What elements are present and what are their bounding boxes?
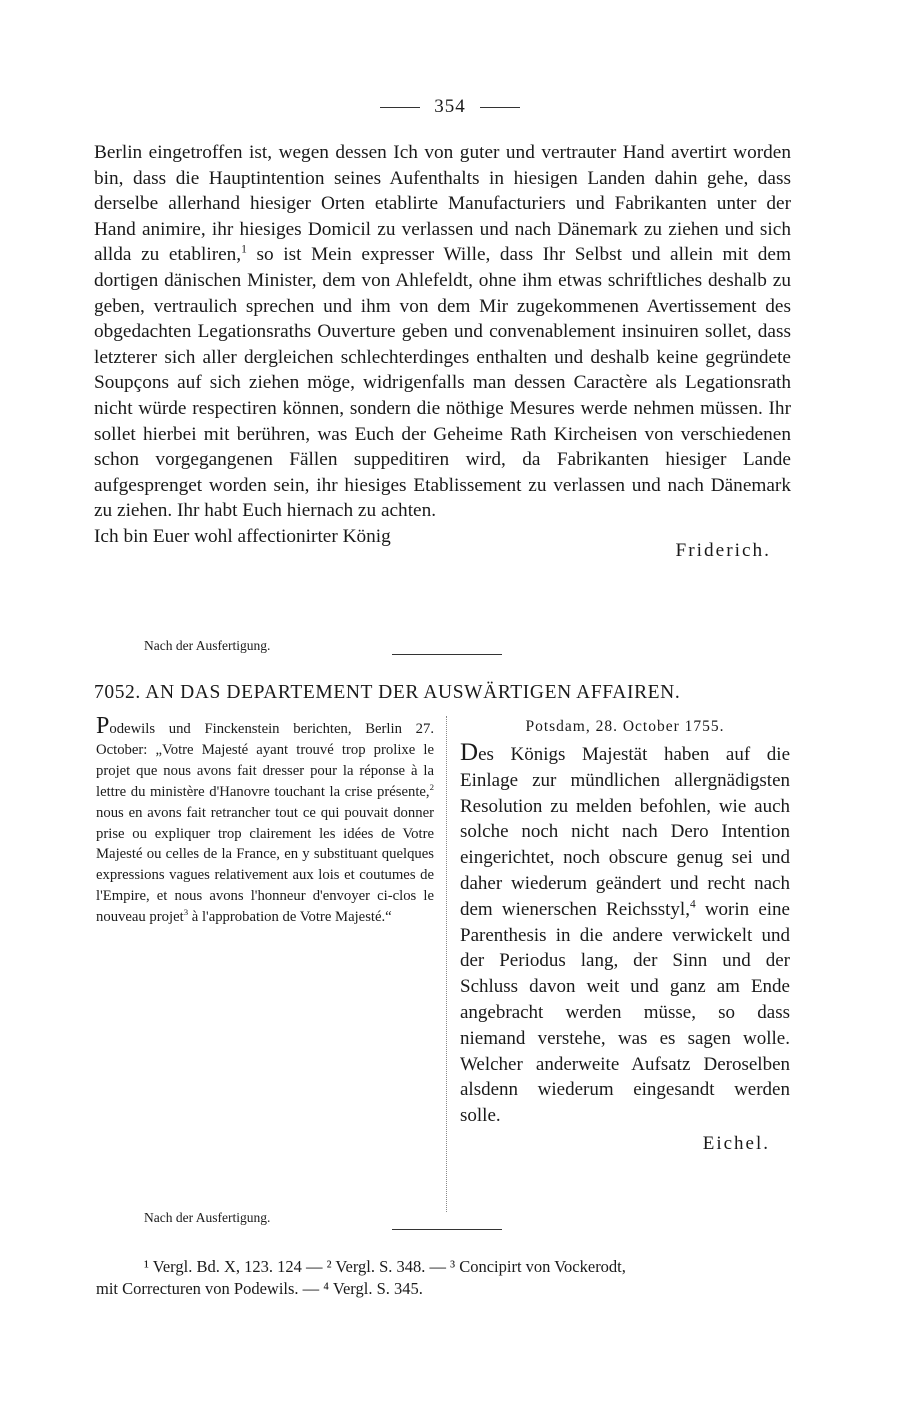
source-note-1: Nach der Ausfertigung.	[144, 638, 271, 653]
letter-paragraph	[94, 140, 791, 524]
header-rule-right	[480, 107, 520, 108]
left-text-a: odewils und Finckenstein berichten, Berlin 27. October: „Votre Majesté ayant trouvé trop prolixe le projet que nous avons fait dresser pour la réponse à la lettre du ministère d'Hanovre touchant la crise présente,	[96, 721, 434, 800]
column-divider	[446, 716, 447, 1212]
letter-text-b: so ist Mein expresser Wille, dass Ihr Selbst und allein mit dem dortigen dänischen Minister, dem von Ahlefeldt, ohne ihm etwas schriftliches deshalb zu geben, vertraulich sprechen und ihm von dem Mir zugekommenen Avertissement des obgedachten Legationsraths Ouverture geben und convenablement insinuiren sollet, dass letzterer sich aller dergleichen schlechterdinges enthalten und deshalb keine gegründete Soupçons auf sich ziehen möge, widrigenfalls man dessen Caractère als Legationsrath nicht würde respectiren können, sondern die nöthige Mesures werde nehmen müssen. Ihr sollet hierbei mit berühren, was Euch der Geheime Rath Kircheisen von verschiedenen schon vorgegangenen Fällen suppeditiren wird, da Fabrikanten hiesiger Lande aufgesprenget worden sein, ihr hiesiges Etablissement zu verlassen und nach Dänemark zu ziehen. Ihr habt Euch hiernach zu achten.	[94, 244, 791, 522]
page-number: 354	[434, 96, 466, 117]
letter-text-a: Berlin eingetroffen ist, wegen dessen Ich von guter und vertrauter Hand avertirt worden bin, dass die Hauptintention seines Aufenthalts in hiesigen Landen dahin gehe, dass derselbe allerhand hiesiger Orten etablirte Manufacturiers und Fabrikanten unter der Hand animire, ihr hiesiges Domicil zu verlassen und nach Dänemark zu ziehen und sich allda zu etabliren,	[94, 142, 791, 266]
left-initial: P	[96, 713, 110, 739]
footnote-line-2: mit Correcturen von Podewils. — ⁴ Vergl. S. 345.	[96, 1279, 423, 1298]
closing-formula: Ich bin Euer wohl affectionirter König	[94, 525, 391, 547]
header-rule-left	[380, 107, 420, 108]
footnote-marker-1: 1	[241, 242, 247, 256]
footnote-marker-2: 2	[429, 781, 434, 792]
right-initial: D	[460, 739, 479, 766]
letter-closing	[94, 524, 791, 561]
letter-body	[94, 140, 791, 561]
footnote-marker-4: 4	[689, 898, 696, 911]
left-text-b: nous en avons fait retrancher tout ce qui pouvait donner prise ou expliquer trop clairement les idées de Votre Majesté ou celles de la France, en y substituant quelques expressions vagues relativement aux lois et coutumes de l'Empire, et nous avons l'honneur d'envoyer ci-clos le nouveau projet	[96, 804, 434, 926]
footnote-line-1: ¹ Vergl. Bd. X, 123. 124 — ² Vergl. S. 348. — ³ Concipirt von Vockerodt,	[144, 1257, 626, 1276]
left-column-summary	[96, 713, 434, 928]
page-header	[0, 96, 900, 118]
section-rule-1	[392, 654, 502, 655]
dateline: Potsdam, 28. October 1755.	[525, 718, 725, 735]
right-text-b: worin eine Parenthesis in die andere verwickelt und der Periodus lang, der Sinn und der Schluss davon weit und ganz am Ende angebracht werden müsse, so dass niemand verstehe, was es sagen wolle. Welcher anderweite Aufsatz Deroselben alsdenn wiederum eingesandt werden solle.	[460, 898, 790, 1127]
document-heading: 7052. AN DAS DEPARTEMENT DER AUSWÄRTIGEN AFFAIREN.	[94, 682, 681, 703]
signature-eichel: Eichel.	[702, 1132, 770, 1154]
right-text-a: es Königs Majestät haben auf die Einlage zur mündlichen allergnädigsten Resolution zu melden befohlen, wie auch solche noch nicht nach Dero Intention eingerichtet, noch obscure genug sei und daher wiederum geändert und recht nach dem wienerschen Reichsstyl,	[460, 744, 790, 920]
source-note-2: Nach der Ausfertigung.	[144, 1210, 271, 1225]
footnote-marker-3: 3	[183, 907, 189, 918]
footnotes	[96, 1256, 792, 1300]
reply-text	[460, 740, 790, 1129]
section-rule-2	[392, 1229, 502, 1230]
right-column-reply	[460, 716, 790, 1157]
signature-friderich: Friderich.	[675, 539, 771, 561]
left-text-c: à l'approbation de Votre Majesté.“	[188, 909, 392, 926]
